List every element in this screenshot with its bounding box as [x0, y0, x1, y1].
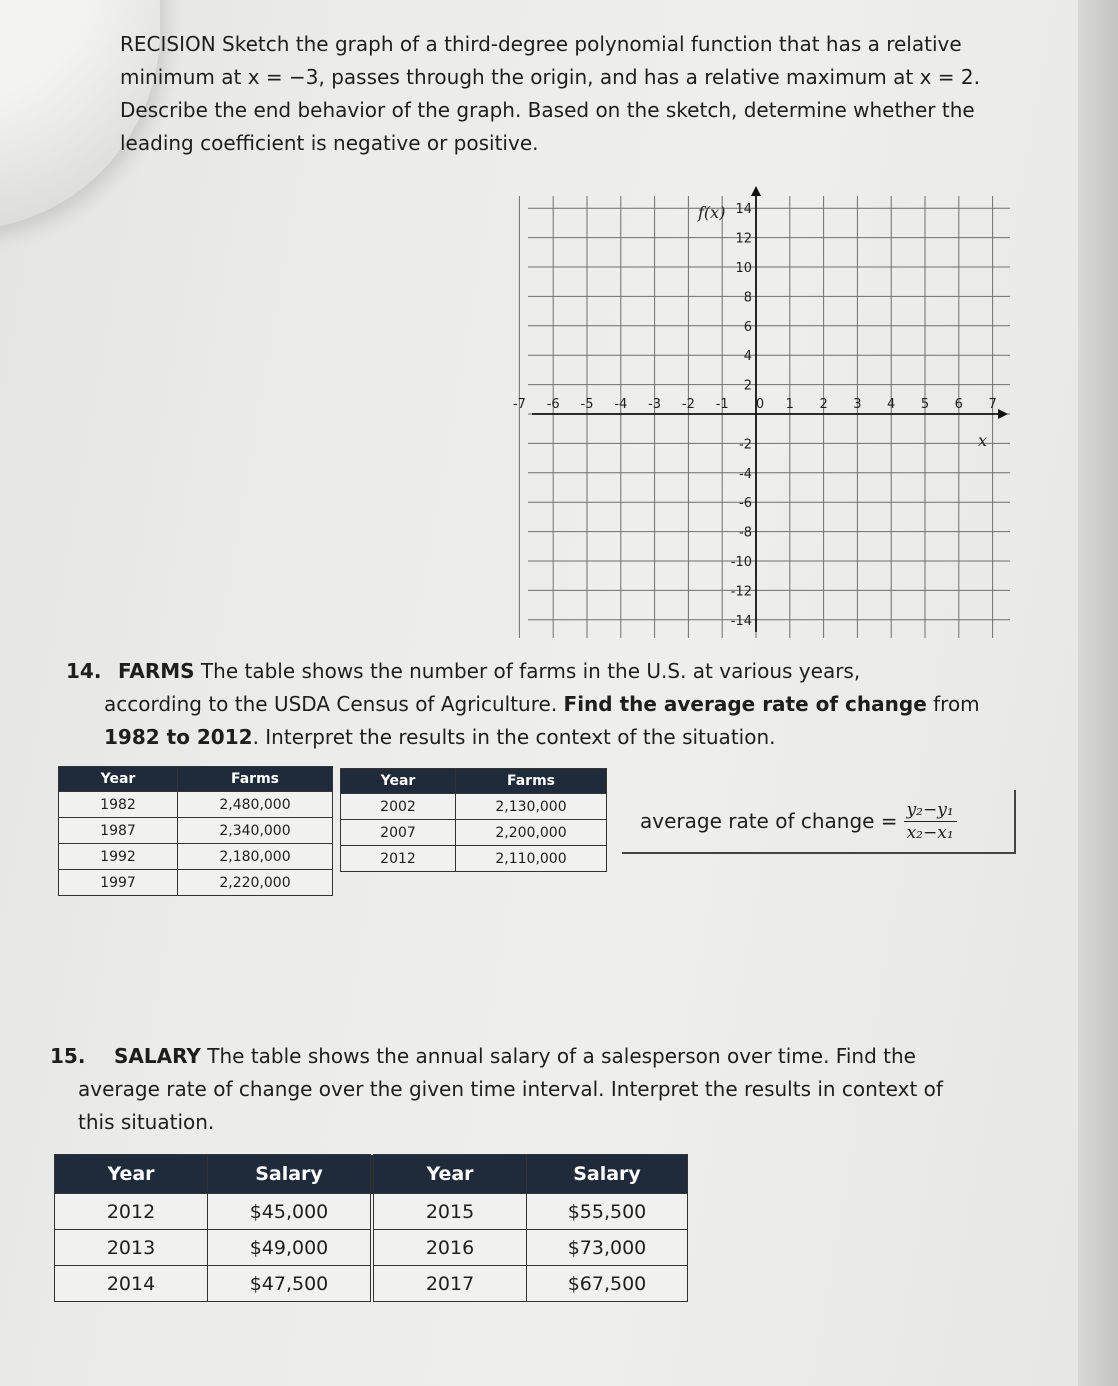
salary-year: 2012 [55, 1194, 208, 1230]
x-tick-label: 5 [920, 397, 930, 412]
y-tick-label: 8 [743, 290, 752, 306]
x-tick-label: 3 [853, 397, 862, 412]
farm-year: 1997 [59, 870, 178, 896]
table-row [55, 1230, 688, 1266]
y-tick-label: -10 [730, 555, 752, 570]
farm-year: 2007 [341, 820, 456, 846]
x-tick-label: -5 [580, 397, 594, 412]
y-tick-label: 14 [735, 202, 752, 218]
salary-year: 2017 [372, 1266, 527, 1302]
salary-value: $45,000 [208, 1194, 373, 1230]
axes [532, 186, 1008, 632]
y-tick-label: 12 [735, 231, 752, 247]
farm-year: 1987 [59, 818, 178, 844]
q13-line-1: RECISION Sketch the graph of a third-degree polynomial function that has a relative [120, 32, 962, 56]
q15-line-2: average rate of change over the given time interval. Interpret the results in context of [78, 1077, 943, 1101]
table-row [341, 846, 607, 872]
farm-year: 2002 [341, 794, 456, 820]
farm-year: 2012 [341, 846, 456, 872]
q14-line-2c: from [926, 692, 980, 716]
salary-year: 2013 [55, 1230, 208, 1266]
x-tick-labels [513, 397, 997, 412]
salary-value: $73,000 [527, 1230, 688, 1266]
y-tick-label: 4 [743, 349, 752, 365]
farm-count: 2,200,000 [456, 820, 607, 846]
q15-line-1: The table shows the annual salary of a salesperson over time. Find the [207, 1044, 916, 1068]
q14-line-3a: 1982 to 2012 [104, 725, 253, 749]
y-tick-label: 6 [743, 319, 752, 335]
formula-numerator: y₂−y₁ [904, 800, 957, 822]
table-row [59, 818, 333, 844]
farm-count: 2,220,000 [178, 870, 333, 896]
y-axis-arrow [751, 186, 761, 196]
x-tick-label: 7 [988, 397, 997, 412]
q15-number: 15. [50, 1044, 86, 1068]
q14-line-3b: . Interpret the results in the context of the situation. [252, 725, 776, 749]
table-row [59, 844, 333, 870]
farms-header-farms: Farms [178, 767, 333, 792]
farms-header-year: Year [341, 769, 456, 794]
y-tick-label: -4 [739, 466, 752, 482]
farm-count: 2,340,000 [178, 818, 333, 844]
salary-value: $47,500 [208, 1266, 373, 1302]
q13-line-2: minimum at x = −3, passes through the origin, and has a relative maximum at x = 2. [120, 65, 980, 89]
farms-header-farms: Farms [456, 769, 607, 794]
q14-number: 14. [66, 659, 102, 683]
x-tick-label: -7 [512, 397, 526, 412]
q14-line-1: The table shows the number of farms in the U.S. at various years, [200, 659, 861, 683]
page-edge [1078, 0, 1118, 1386]
farms-table-left [58, 766, 333, 896]
farms-table-right [340, 768, 607, 872]
salary-header-year-2: Year [372, 1155, 527, 1194]
table-row [55, 1266, 688, 1302]
q14-keyword: FARMS [118, 659, 195, 683]
y-tick-label: -6 [739, 496, 752, 512]
salary-year: 2015 [372, 1194, 527, 1230]
x-axis-label: x [978, 431, 988, 450]
y-tick-labels [731, 202, 752, 629]
x-tick-label: 0 [755, 397, 765, 412]
x-tick-label: 2 [819, 397, 828, 412]
farm-count: 2,110,000 [456, 846, 607, 872]
grid-lines [519, 196, 1010, 638]
salary-year: 2014 [55, 1266, 208, 1302]
question-14 [66, 655, 1026, 754]
formula-denominator: x₂−x₁ [906, 822, 954, 843]
salary-year: 2016 [372, 1230, 527, 1266]
farm-count: 2,480,000 [178, 792, 333, 818]
y-tick-label: -2 [739, 437, 752, 453]
farm-count: 2,130,000 [456, 794, 607, 820]
y-axis-label: f(x) [698, 203, 726, 222]
x-tick-label: -2 [681, 397, 695, 412]
salary-header-year: Year [55, 1155, 208, 1194]
question-15 [50, 1040, 1060, 1139]
q15-keyword: SALARY [114, 1044, 201, 1068]
x-tick-label: -4 [614, 397, 628, 412]
farm-year: 1992 [59, 844, 178, 870]
table-row [59, 870, 333, 896]
salary-value: $55,500 [527, 1194, 688, 1230]
y-tick-label: 2 [743, 378, 752, 394]
farms-header-year: Year [59, 767, 178, 792]
farm-count: 2,180,000 [178, 844, 333, 870]
rate-of-change-formula [622, 790, 1016, 854]
y-tick-label: -12 [730, 584, 752, 600]
table-row [341, 794, 607, 820]
formula-label: average rate of change = [640, 809, 898, 833]
x-tick-label: -6 [546, 397, 560, 412]
q14-line-2b: Find the average rate of change [563, 692, 927, 716]
farm-year: 1982 [59, 792, 178, 818]
x-tick-label: 4 [887, 397, 896, 412]
y-tick-label: -14 [730, 613, 752, 629]
x-axis-arrow [998, 409, 1008, 419]
q15-line-3: this situation. [78, 1110, 215, 1134]
question-13 [120, 28, 1020, 160]
salary-header-salary-2: Salary [527, 1155, 688, 1194]
y-tick-label: 10 [735, 261, 752, 276]
salary-table [54, 1154, 688, 1302]
formula-fraction [904, 800, 957, 843]
salary-value: $49,000 [208, 1230, 373, 1266]
x-tick-label: 6 [954, 397, 963, 412]
salary-value: $67,500 [527, 1266, 688, 1302]
salary-header-salary: Salary [208, 1155, 373, 1194]
q13-line-4: leading coefficient is negative or positive. [120, 131, 539, 155]
table-row [341, 820, 607, 846]
q14-line-2a: according to the USDA Census of Agriculture. [104, 692, 564, 716]
x-tick-label: -1 [715, 397, 729, 412]
table-row [59, 792, 333, 818]
x-tick-label: -3 [648, 397, 662, 412]
x-tick-label: 1 [785, 397, 794, 412]
q13-line-3: Describe the end behavior of the graph. Based on the sketch, determine whether the [120, 98, 975, 122]
y-tick-label: -8 [739, 525, 752, 541]
coordinate-grid [512, 182, 1014, 642]
table-row [55, 1194, 688, 1230]
